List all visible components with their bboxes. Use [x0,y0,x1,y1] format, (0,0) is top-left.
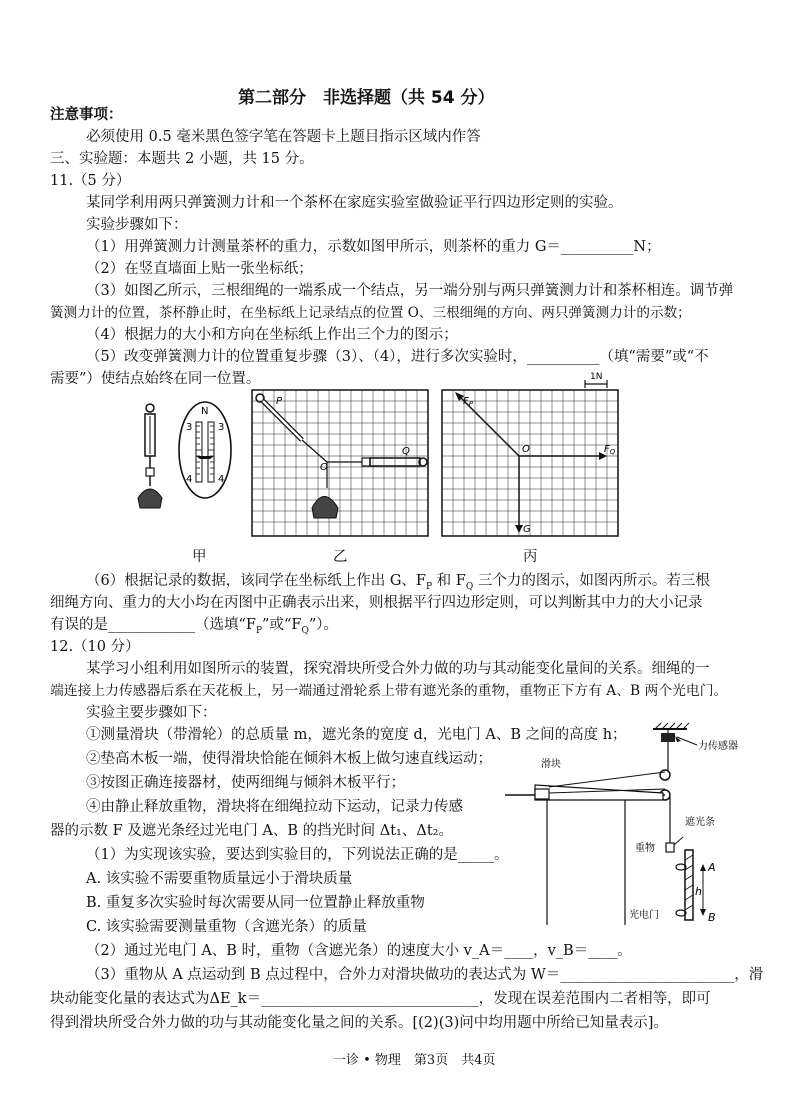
label-o-yi: O [320,462,328,473]
label-fq: $F_Q$ [604,444,616,456]
q12-p3a: （3）重物从 A 点运动到 B 点过程中，合外力对滑块做功的表达式为 W＝________________________，滑 [86,967,764,983]
label-h: h [695,885,702,898]
q12-opt-a: A. 该实验不需要重物质量远小于滑块质量 [86,871,353,887]
q11-number: 11.（5 分） [50,173,131,189]
figure-q12-apparatus [505,725,765,930]
q11-step5a: （5）改变弹簧测力计的位置重复步骤（3）、（4），进行多次实验时，__________（填“需要”或“不 [86,349,709,365]
label-photogate: 光电门 [629,910,659,921]
q12-s4a: ④由静止释放重物，滑块将在细绳拉动下运动，记录力传感 [86,799,463,815]
q11-step6c: 有误的是____________（选填“$F_P$”或“$F_Q$”）。 [50,617,338,636]
q12-p1: （1）为实现该实验，要达到实验目的，下列说法正确的是_____。 [86,847,509,863]
q12-p3c: 得到滑块所受合外力做的功与其动能变化量之间的关系。[(2)(3)问中均用题中所给已知量表示]。 [50,1015,668,1031]
label-gate-a: A [708,861,716,874]
q12-steps-heading: 实验主要步骤如下： [86,705,217,721]
q11-intro: 某同学利用两只弹簧测力计和一个茶杯在家庭实验室做验证平行四边形定则的实验。 [86,195,623,211]
page-footer: 一诊 • 物理 第3页 共4页 [333,1053,496,1068]
notice-body: 必须使用 0.5 毫米黑色签字笔在答题卡上题目指示区域内作答 [86,129,481,145]
q11-step4: （4）根据力的大小和方向在坐标纸上作出三个力的图示； [86,327,458,343]
q11-step3a: （3）如图乙所示，三根细绳的一端系成一个结点，另一端分别与两只弹簧测力计和茶杯相连。调节弹 [86,283,734,299]
q12-s4b: 器的示数 F 及遮光条经过光电门 A、B 的挡光时间 Δt₁、Δt₂。 [50,823,453,839]
dial-n-label: N [201,406,209,417]
q12-s3: ③按图正确连接器材，使两细绳与倾斜木板平行； [86,775,405,791]
q12-intro1: 某学习小组利用如图所示的装置，探究滑块所受合外力做的功与其动能变化量间的关系。细绳的一 [86,661,710,677]
label-slider: 滑块 [541,759,561,770]
label-fp: $F_P$ [463,396,473,408]
fig-label-bing: 丙 [523,549,538,565]
q12-p3b: 块动能变化量的表达式为ΔE_k＝______________________________，发现在误差范围内二者相等，即可 [50,991,711,1007]
page-title: 第二部分 非选择题（共 54 分） [238,88,495,108]
q12-intro2: 端连接上力传感器后系在天花板上，另一端通过滑轮系上带有遮光条的重物，重物正下方有 A、B 两个光电门。 [50,683,728,699]
fig-label-yi: 乙 [333,549,348,565]
q12-opt-b: B. 重复多次实验时每次需要从同一位置静止释放重物 [86,895,425,911]
label-gate-b: B [708,911,716,924]
dial-4-left: 4 [186,474,193,485]
q11-step1: （1）用弹簧测力计测量茶杯的重力，示数如图甲所示，则茶杯的重力 G＝__________N； [86,239,661,255]
notice-heading: 注意事项： [50,107,123,123]
section-heading: 三、实验题：本题共 2 小题，共 15 分。 [50,151,314,167]
dial-3-right: 3 [218,422,225,433]
q12-s1: ①测量滑块（带滑轮）的总质量 m，遮光条的宽度 d，光电门 A、B 之间的高度 h； [86,727,627,743]
dial-4-right: 4 [218,474,225,485]
q11-step6a: （6）根据记录的数据，该同学在坐标纸上作出 G、$F_P$ 和 $F_Q$ 三个力的图示，如图丙所示。若三根 [86,573,710,592]
figure-bing [442,368,642,543]
figure-jia [130,390,250,530]
q11-step2: （2）在竖直墙面上贴一张坐标纸； [86,261,313,277]
label-o-bing: O [522,444,530,455]
label-q: Q [402,446,410,457]
q12-opt-c: C. 该实验需要测量重物（含遮光条）的质量 [86,919,367,935]
fig-label-jia: 甲 [192,549,207,565]
q11-steps-heading: 实验步骤如下： [86,217,188,233]
q11-step5b: 需要”）使结点始终在同一位置。 [50,371,261,387]
q12-p2: （2）通过光电门 A、B 时，重物（含遮光条）的速度大小 v_A＝____，v_B＝____。 [86,943,632,959]
dial-3-left: 3 [186,422,193,433]
label-force-sensor: 力传感器 [698,741,738,752]
q11-step3b: 簧测力计的位置，茶杯静止时，在坐标纸上记录结点的位置 O、三根细绳的方向、两只弹簧测力计的示数； [50,305,691,321]
q12-number: 12.（10 分） [50,639,140,655]
q11-step6b: 细绳方向、重力的大小均在丙图中正确表示出来，则根据平行四边形定则，可以判断其中力的大小记录 [50,595,703,611]
q12-s2: ②垫高木板一端，使得滑块恰能在倾斜木板上做匀速直线运动； [86,751,492,767]
scale-1n: 1N [590,372,603,382]
label-g: G [523,524,531,535]
figure-yi [252,390,432,540]
label-weight: 重物 [635,843,655,854]
label-strip: 遮光条 [685,817,715,828]
label-p: P [276,396,283,407]
